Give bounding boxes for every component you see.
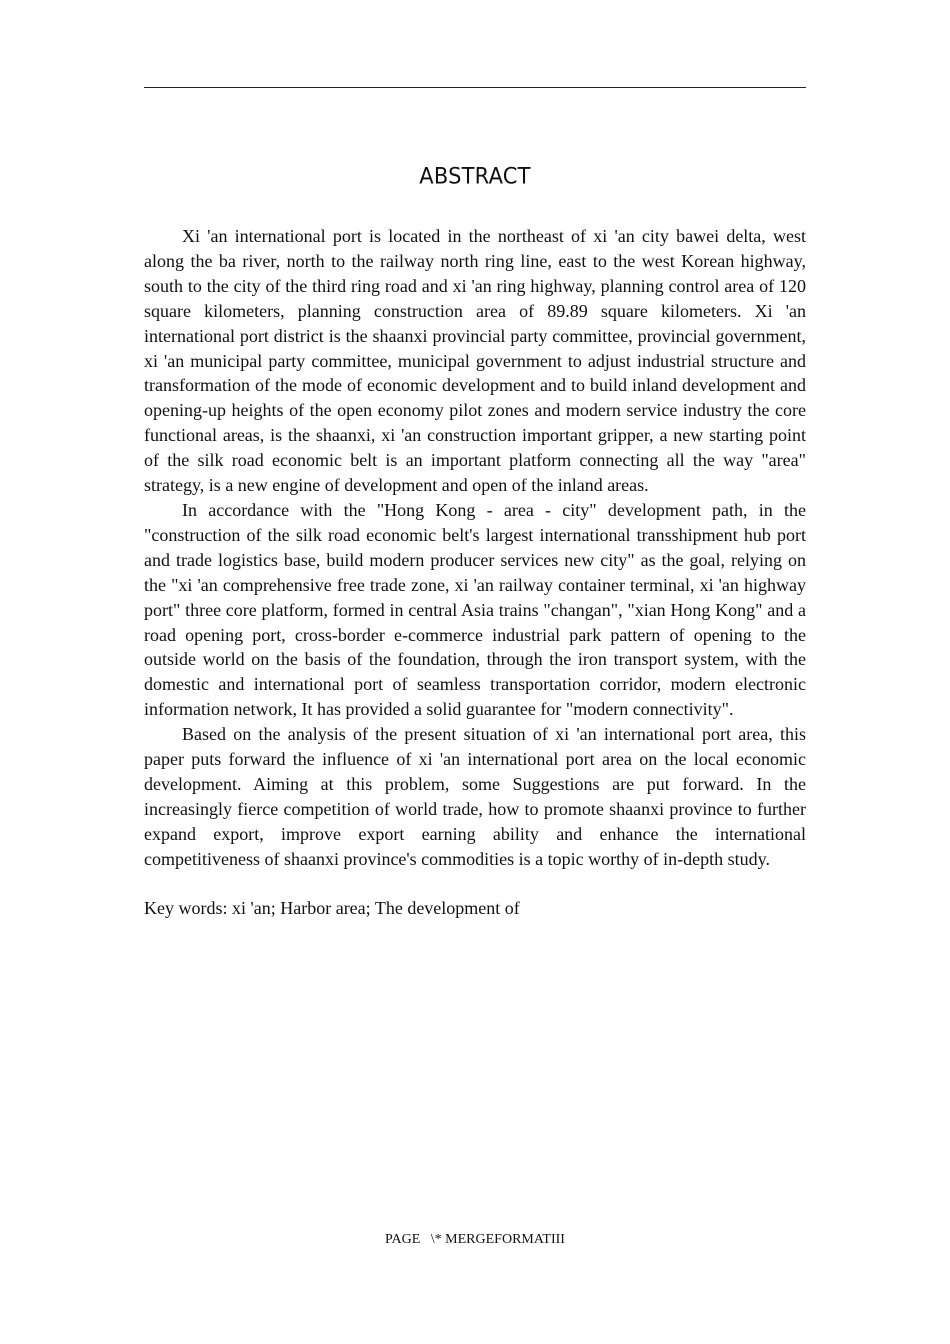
keywords-line: Key words: xi 'an; Harbor area; The development of [144,898,520,919]
abstract-paragraph-1: Xi 'an international port is located in the northeast of xi 'an city bawei delta, west along the ba river, north to the railway north ring line, east to the west Korean highway, south to the city of the third ring road and xi 'an ring highway, planning control area of 120 square kilometers, planning construction area of 89.89 square kilometers. Xi 'an international port district is the shaanxi provincial party committee, provincial government, xi 'an municipal party committee, municipal government to adjust industrial structure and transformation of the mode of economic development and to build inland development and opening-up heights of the open economy pilot zones and modern service industry the core functional areas, is the shaanxi, xi 'an construction important gripper, a new starting point of the silk road economic belt is an important platform connecting all the way "area" strategy, is a new engine of development and open of the inland areas. [144,226,806,496]
abstract-body [144,224,806,921]
abstract-title: ABSTRACT [419,163,531,189]
page-footer: PAGE \* MERGEFORMATIII [385,1232,565,1247]
header-rule [144,87,806,88]
abstract-paragraph-2: In accordance with the "Hong Kong - area - city" development path, in the "construction of the silk road economic belt's largest international transshipment hub port and trade logistics base, build modern producer services new city" as the goal, relying on the "xi 'an comprehensive free trade zone, xi 'an railway container terminal, xi 'an highway port" three core platform, formed in central Asia trains "changan", "xian Hong Kong" and a road opening port, cross-border e-commerce industrial park pattern of opening to the outside world on the basis of the foundation, through the iron transport system, with the domestic and international port of seamless transportation corridor, modern electronic information network, It has provided a solid guarantee for "modern connectivity". [144,499,806,720]
abstract-paragraph-3: Based on the analysis of the present situation of xi 'an international port area, this paper puts forward the influence of xi 'an international port area on the local economic development. Aiming at this problem, some Suggestions are put forward. In the increasingly fierce competition of world trade, how to promote shaanxi province to further expand export, improve export earning ability and enhance the international competitiveness of shaanxi province's commodities is a topic worthy of in-depth study. [144,724,806,869]
